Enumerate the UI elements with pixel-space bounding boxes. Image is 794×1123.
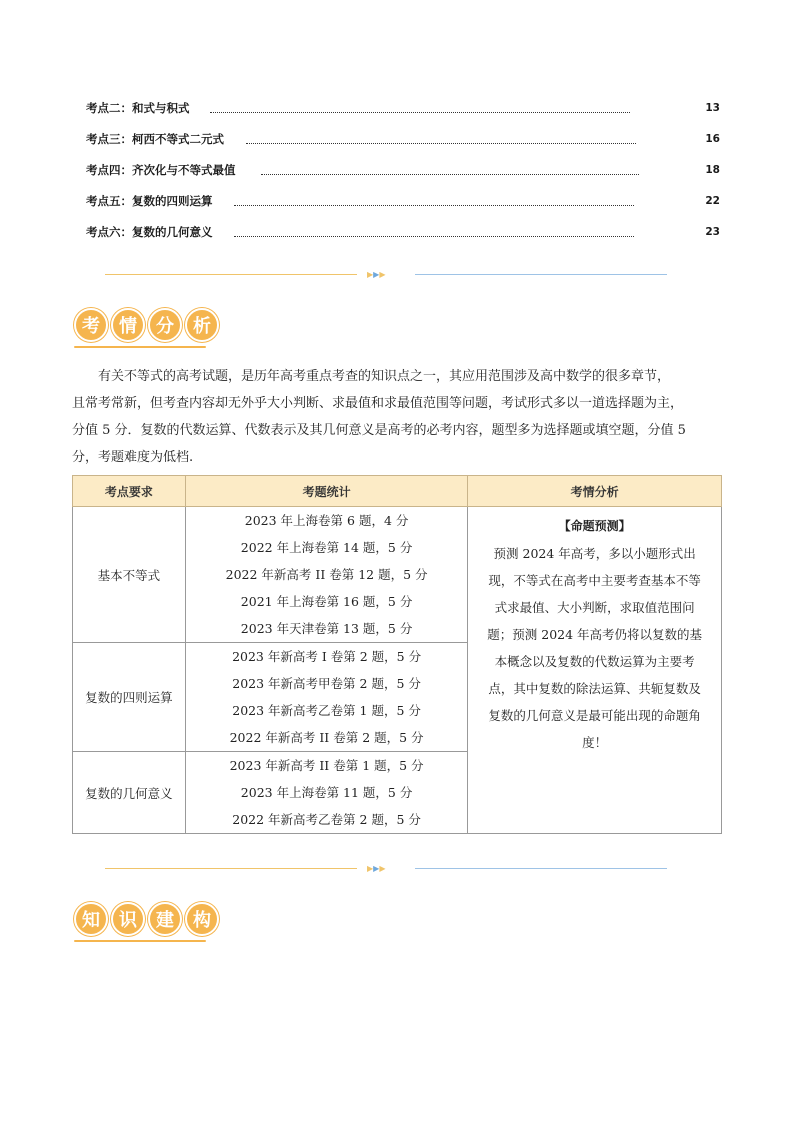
stat-item: 2023 年上海卷第 6 题，4 分 (244, 513, 409, 528)
prediction-line: 本概念以及复数的代数运算为主要考 (494, 654, 695, 669)
toc-leader-dots (234, 226, 634, 237)
toc-leader-dots (234, 195, 634, 206)
toc-entry-page: 16 (705, 133, 720, 145)
stat-item: 2022 年新高考 II 卷第 2 题，5 分 (229, 730, 424, 745)
stat-item: 2023 年新高考 II 卷第 1 题，5 分 (229, 758, 424, 773)
stat-item: 2022 年新高考乙卷第 2 题，5 分 (232, 812, 421, 827)
prediction-cell (468, 507, 722, 834)
topic-cell: 基本不等式 (73, 507, 186, 643)
heading-char: 考 (74, 308, 108, 342)
heading-char: 分 (148, 308, 182, 342)
toc-leader-dots (246, 133, 636, 144)
toc-entry-label: 考点三：柯西不等式二元式 (86, 131, 228, 147)
prediction-line: 现，不等式在高考中主要考查基本不等 (488, 573, 701, 588)
section-heading-analysis (74, 308, 222, 348)
toc-entry-page: 18 (705, 164, 720, 176)
stat-item: 2022 年新高考 II 卷第 12 题，5 分 (225, 567, 428, 582)
stat-item: 2023 年天津卷第 13 题，5 分 (240, 621, 413, 636)
toc-leader-dots (261, 164, 639, 175)
divider-line-left (105, 868, 357, 869)
stats-cell (185, 643, 468, 752)
heading-underline (74, 940, 206, 942)
column-header: 考题统计 (185, 476, 468, 507)
intro-line: 分，考题难度为低档. (72, 450, 194, 465)
divider-arrows-icon: ▶▶▶ (367, 270, 386, 279)
divider-arrows-icon: ▶▶▶ (367, 864, 386, 873)
toc-entry-label: 考点二：和式与积式 (86, 100, 194, 116)
toc-entry[interactable] (86, 98, 726, 129)
table-row (73, 507, 722, 643)
stat-item: 2022 年上海卷第 14 题，5 分 (240, 540, 413, 555)
toc-entry-page: 13 (705, 102, 720, 114)
heading-char: 析 (185, 308, 219, 342)
intro-line: 分值 5 分．复数的代数运算、代数表示及其几何意义是高考的必考内容，题型多为选择题或填空题，分值 5 (72, 423, 686, 438)
toc-entry-page: 23 (705, 226, 720, 238)
stat-item: 2023 年新高考乙卷第 1 题，5 分 (232, 703, 421, 718)
section-heading-knowledge (74, 902, 222, 942)
toc-leader-dots (210, 102, 630, 113)
heading-char: 构 (185, 902, 219, 936)
heading-underline (74, 346, 206, 348)
divider-line-right (415, 274, 667, 275)
stat-item: 2023 年新高考 I 卷第 2 题，5 分 (232, 649, 422, 664)
heading-char: 建 (148, 902, 182, 936)
prediction-line: 式求最值、大小判断，求取值范围问 (494, 600, 695, 615)
heading-char: 知 (74, 902, 108, 936)
prediction-title: 【命题预测】 (558, 519, 631, 533)
table-header-row (73, 476, 722, 507)
intro-line: 且常考常新，但考查内容却无外乎大小判断、求最值和求最值范围等问题，考试形式多以一道选择题为主， (72, 396, 684, 411)
toc-entry[interactable] (86, 222, 726, 253)
section-divider (105, 270, 667, 280)
column-header: 考点要求 (73, 476, 186, 507)
topic-cell: 复数的四则运算 (73, 643, 186, 752)
prediction-line: 度！ (582, 735, 608, 750)
prediction-line: 预测 2024 年高考，多以小题形式出 (493, 546, 696, 561)
toc-entry[interactable] (86, 129, 726, 160)
divider-line-right (415, 868, 667, 869)
intro-paragraph (72, 363, 722, 471)
toc-entry-label: 考点四：齐次化与不等式最值 (86, 162, 240, 178)
heading-char: 情 (111, 308, 145, 342)
toc-entry[interactable] (86, 160, 726, 191)
section-divider (105, 864, 667, 874)
column-header: 考情分析 (468, 476, 722, 507)
stat-item: 2023 年新高考甲卷第 2 题，5 分 (232, 676, 421, 691)
prediction-line: 题；预测 2024 年高考仍将以复数的基 (487, 627, 703, 642)
toc-entry[interactable] (86, 191, 726, 222)
toc-entry-page: 22 (705, 195, 720, 207)
heading-char: 识 (111, 902, 145, 936)
toc-entry-label: 考点五：复数的四则运算 (86, 193, 217, 209)
stats-cell (185, 507, 468, 643)
topic-cell: 复数的几何意义 (73, 752, 186, 834)
stats-cell (185, 752, 468, 834)
prediction-line: 点，其中复数的除法运算、共轭复数及 (488, 681, 701, 696)
divider-line-left (105, 274, 357, 275)
stat-item: 2023 年上海卷第 11 题，5 分 (240, 785, 413, 800)
exam-statistics-table (72, 475, 722, 834)
table-of-contents (86, 98, 726, 253)
stat-item: 2021 年上海卷第 16 题，5 分 (240, 594, 413, 609)
toc-entry-label: 考点六：复数的几何意义 (86, 224, 217, 240)
prediction-line: 复数的几何意义是最可能出现的命题角 (488, 708, 701, 723)
intro-line: 有关不等式的高考试题，是历年高考重点考查的知识点之一，其应用范围涉及高中数学的很多章节， (98, 369, 671, 384)
